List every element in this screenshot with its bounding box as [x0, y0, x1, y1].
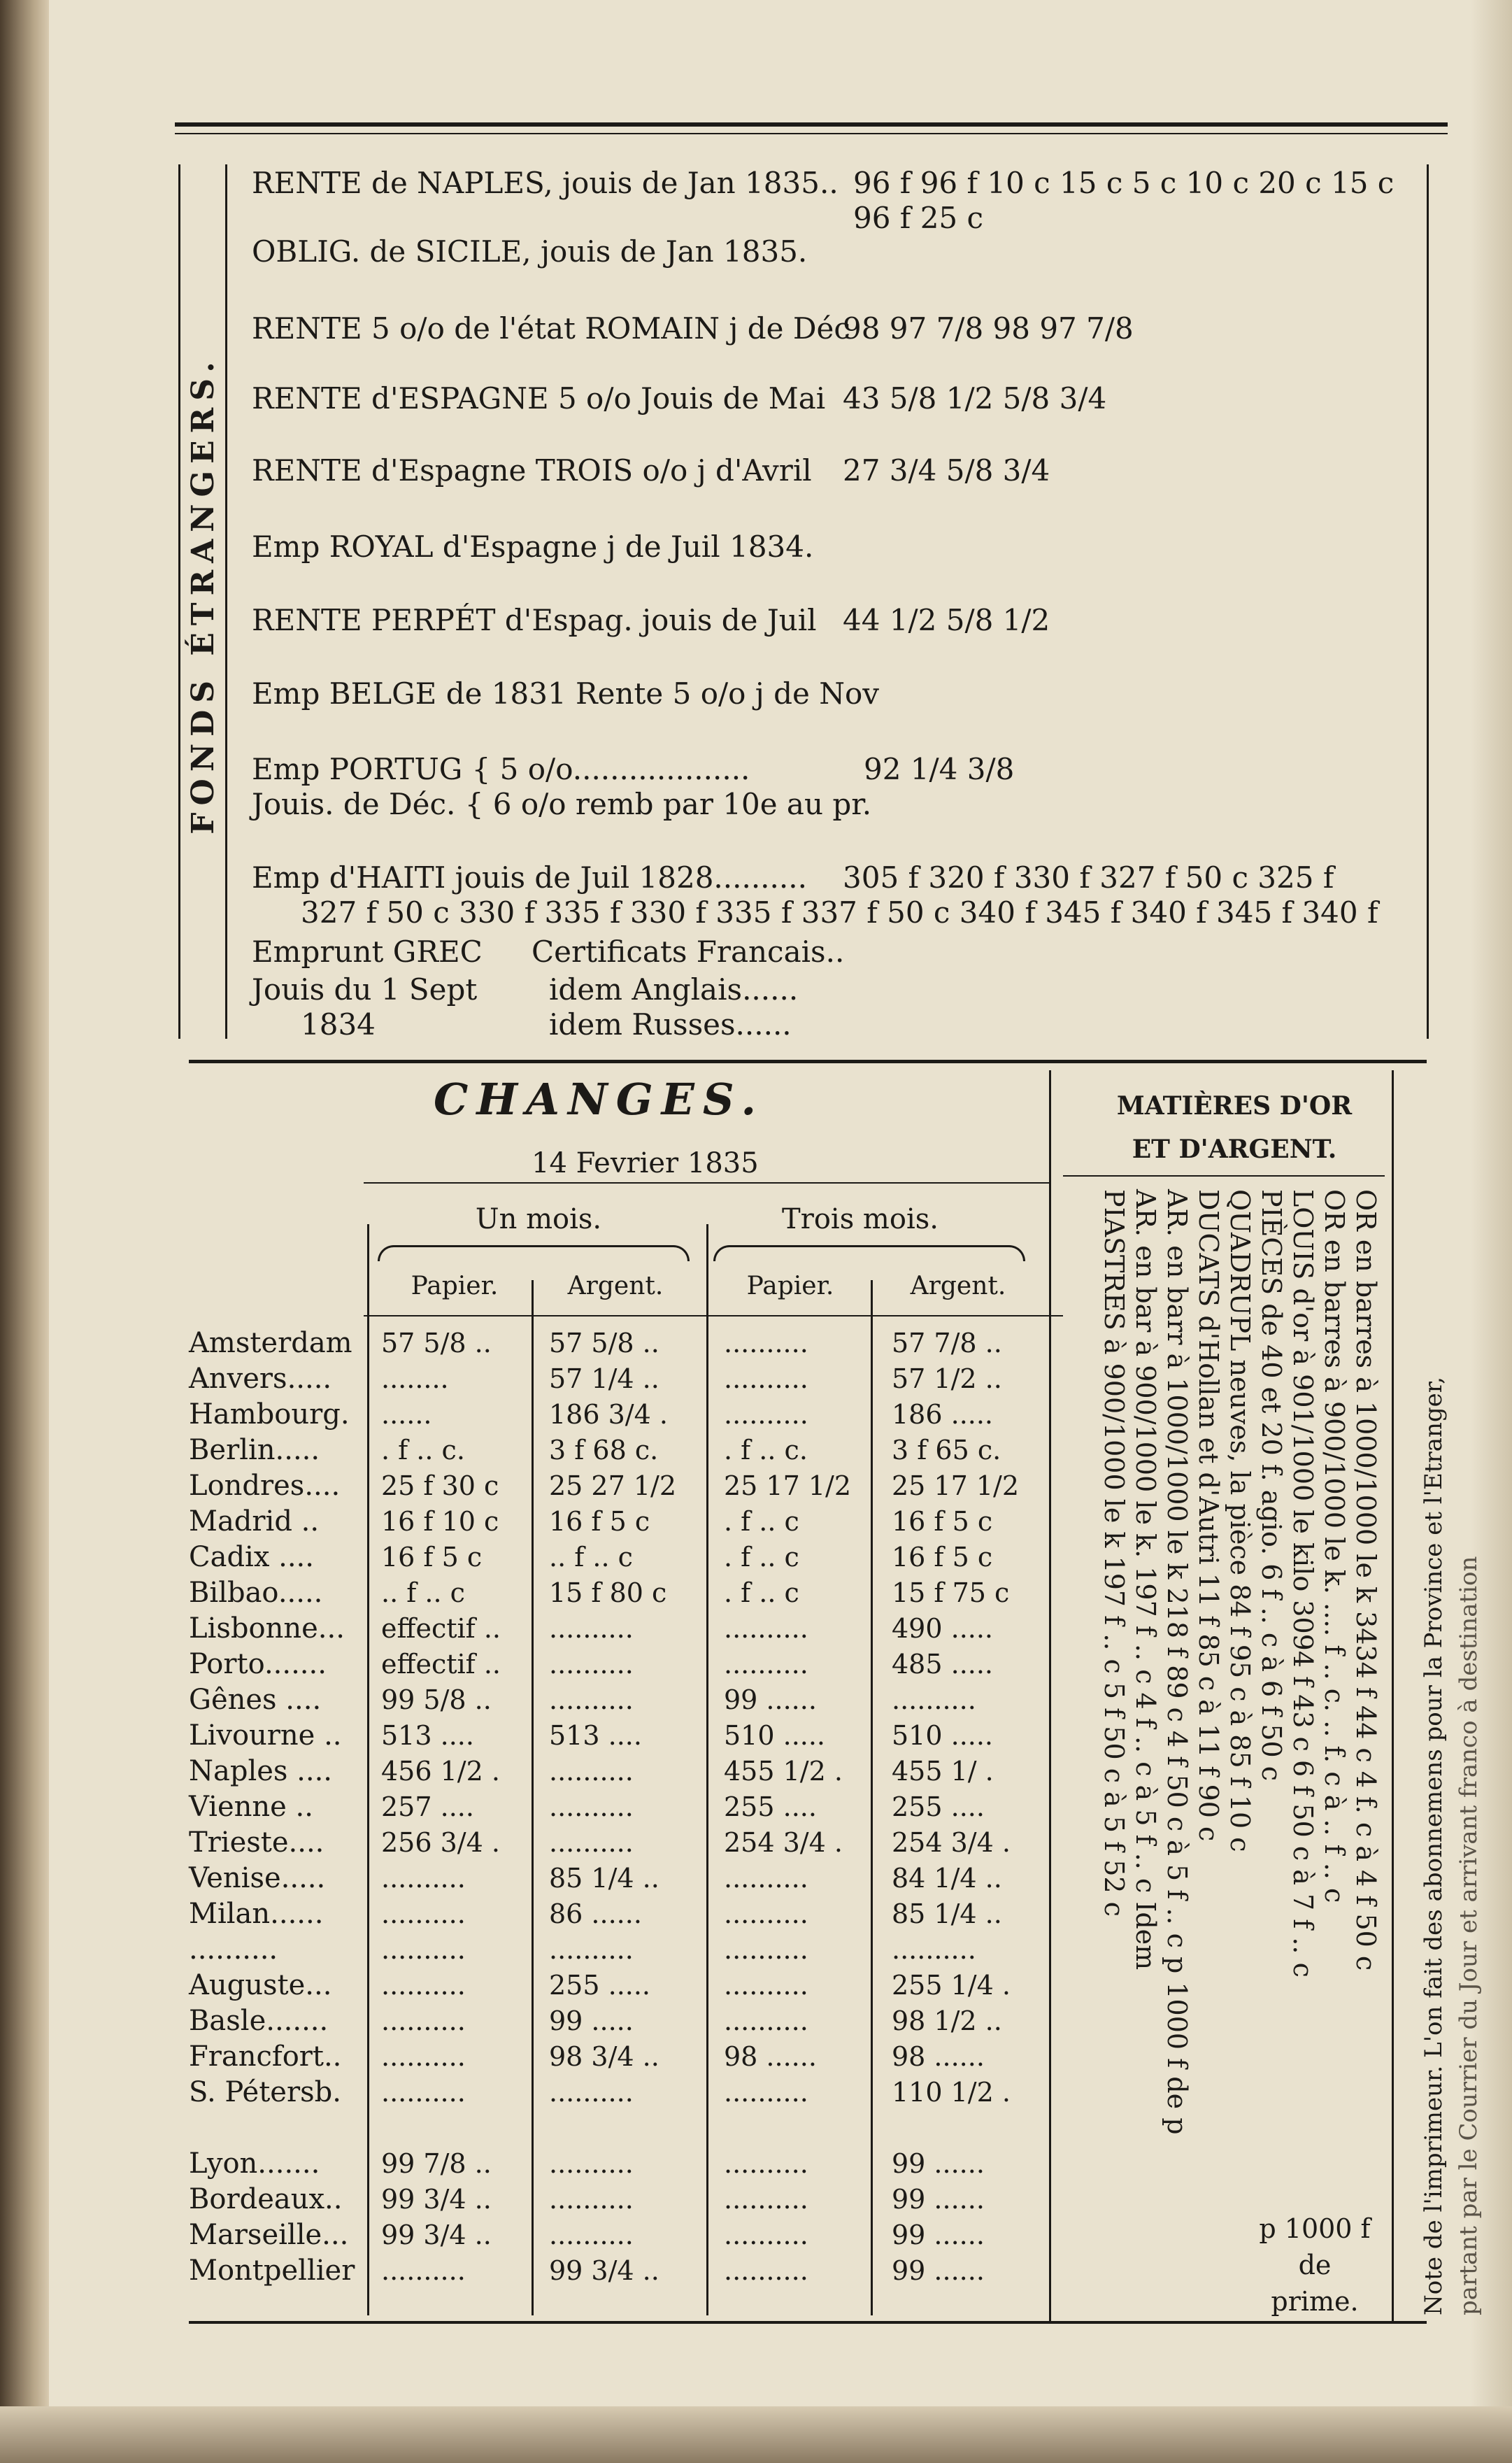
fonds-row-label: Jouis. de Déc. { 6 o/o remb par 10e au pr. [252, 787, 872, 821]
rate-cell: .......... [549, 1791, 634, 1822]
rate-cell: 57 1/2 .. [892, 1363, 1002, 1394]
rate-cell: 255 ..... [549, 1970, 651, 2001]
rate-cell: 99 7/8 .. [381, 2148, 492, 2179]
rate-cell: 99 3/4 .. [381, 2220, 492, 2250]
fonds-left-rule [178, 164, 180, 1039]
fonds-row [252, 166, 1395, 235]
city-name: Bordeaux.. [189, 2183, 343, 2215]
trois-mois-header: Trois mois. [782, 1203, 939, 1235]
fonds-row-label: Emprunt GREC [252, 935, 483, 969]
rate-cell: ........ [381, 1363, 449, 1394]
fonds-row [252, 752, 1015, 787]
fonds-row-label: Emp ROYAL d'Espagne j de Juil 1834. [252, 530, 814, 564]
fonds-row-values: 27 3/4 5/8 3/4 [843, 453, 1050, 488]
rate-cell: 16 f 5 c [892, 1542, 993, 1573]
matieres-line: PIASTRES à 900/1000 le k 197 f .. c 5 f 50 c à 5 f 52 c [1099, 1189, 1129, 1917]
rate-cell: 86 ...... [549, 1898, 642, 1929]
rate-cell: 254 3/4 . [724, 1827, 843, 1858]
fonds-row-values: 92 1/4 3/8 [864, 752, 1015, 786]
rate-cell: 99 ...... [892, 2184, 985, 2215]
city-name: Trieste.... [189, 1826, 324, 1859]
rate-cell: . f .. c [724, 1577, 799, 1608]
rate-cell: .. f .. c [549, 1542, 633, 1573]
fonds-row-values-2: 327 f 50 c 330 f 335 f 330 f 335 f 337 f 50 c 340 f 345 f 340 f 345 f 340 f [301, 895, 1378, 930]
rate-cell: 16 f 5 c [549, 1506, 650, 1537]
fonds-row [252, 860, 1378, 930]
rate-cell: 16 f 5 c [892, 1506, 993, 1537]
rate-cell: 25 27 1/2 [549, 1470, 677, 1501]
rate-cell: 16 f 10 c [381, 1506, 499, 1537]
imprint-note-line2: partant par le Courrier du Jour et arrivant franco à destination [1455, 1556, 1483, 2315]
rate-cell: 513 .... [381, 1720, 474, 1751]
un-mois-brace [378, 1245, 690, 1261]
rate-cell: 15 f 80 c [549, 1577, 667, 1608]
rate-cell: 85 1/4 .. [549, 1863, 659, 1894]
rate-cell: .......... [724, 1934, 808, 1965]
fonds-row-label: Emp d'HAITI jouis de Juil 1828.......... [252, 860, 807, 895]
rate-cell: .......... [381, 1863, 466, 1894]
fonds-row-label: RENTE de NAPLES, jouis de Jan 1835.. [252, 166, 839, 200]
rate-cell: .......... [892, 1684, 976, 1715]
rate-cell: .......... [549, 2220, 634, 2250]
rate-cell: 57 1/4 .. [549, 1363, 659, 1394]
rate-cell: 99 ...... [892, 2148, 985, 2179]
rate-cell: 186 ..... [892, 1399, 994, 1430]
rate-cell: 85 1/4 .. [892, 1898, 1002, 1929]
changes-header-rule [364, 1315, 1063, 1316]
matieres-line: OR en barres à 900/1000 le k. .... f .. c. .. f. c à .. f .. c [1319, 1189, 1350, 1903]
rate-cell [892, 2110, 1019, 2146]
rate-cell: . f .. c [724, 1542, 799, 1573]
city-name: Basle....... [189, 2005, 329, 2037]
rate-cell: 110 1/2 . [892, 2077, 1011, 2108]
city-name: Naples .... [189, 1755, 333, 1787]
col-divider [532, 1280, 534, 2315]
col-divider [871, 1280, 873, 2315]
city-name: Gênes .... [189, 1684, 322, 1716]
rate-cell: 99 3/4 .. [381, 2184, 492, 2215]
matieres-line: DUCATS d'Hollan et d'Autri 11 f 85 c à 11 f 90 c [1193, 1189, 1224, 1842]
trois-papier-header: Papier. [746, 1272, 834, 1300]
fonds-row [252, 381, 1107, 416]
rate-cell: .......... [724, 1863, 808, 1894]
rate-cell: .......... [549, 1613, 634, 1644]
rate-cell: 99 ..... [549, 2006, 634, 2036]
rate-cell: .......... [381, 1970, 466, 2001]
rate-cell: .......... [724, 1898, 808, 1929]
rate-cell: .......... [892, 1934, 976, 1965]
rate-cell: .......... [724, 1649, 808, 1680]
rate-cell: 254 3/4 . [892, 1827, 1011, 1858]
rate-cell: .......... [724, 1399, 808, 1430]
fonds-row-label: Emp BELGE de 1831 Rente 5 o/o j de Nov [252, 676, 880, 711]
fonds-row-label: OBLIG. de SICILE, jouis de Jan 1835. [252, 234, 808, 269]
changes-date: 14 Fevrier 1835 [532, 1147, 759, 1179]
city-name: Lisbonne... [189, 1612, 345, 1645]
fonds-row [252, 676, 879, 711]
rate-cell: 456 1/2 . [381, 1756, 500, 1787]
city-name: Londres.... [189, 1470, 341, 1502]
fonds-row-values: 305 f 320 f 330 f 327 f 50 c 325 f [843, 860, 1334, 895]
rate-cell: 99 ...... [724, 1684, 817, 1715]
rate-cell: .......... [724, 2255, 808, 2286]
rate-cell: .......... [381, 1934, 466, 1965]
matieres-line: OR en barres à 1000/1000 le k 3434 f 44 c 4 f. c à 4 f 50 c [1350, 1189, 1381, 1971]
fonds-row-label: RENTE PERPÉT d'Espag. jouis de Juil [252, 603, 817, 637]
rate-cell: effectif .. [381, 1649, 501, 1680]
rate-cell: .......... [549, 2184, 634, 2215]
col-divider [367, 1224, 369, 2315]
matieres-line: AR. en bar à 900/1000 le k. 197 f .. c 4 f .. c à 5 f .. c Idem [1130, 1189, 1161, 1971]
rate-cell: 510 ..... [892, 1720, 994, 1751]
rate-cell: .......... [549, 1649, 634, 1680]
fonds-row [252, 603, 1050, 638]
matieres-title [1091, 1084, 1378, 1171]
rate-cell: 455 1/ . [892, 1756, 994, 1787]
fonds-row-label: Emp PORTUG { 5 o/o................... [252, 752, 750, 786]
changes-date-rule [364, 1182, 1049, 1184]
city-name: Berlin..... [189, 1434, 320, 1466]
note-divider [1392, 1070, 1394, 2322]
un-papier-header: Papier. [411, 1272, 499, 1300]
fonds-row-values: 98 97 7/8 98 97 7/8 [843, 311, 1134, 346]
matieres-title-line2: ET D'ARGENT. [1132, 1135, 1337, 1164]
fonds-row [252, 311, 1134, 346]
rate-cell: .......... [549, 1756, 634, 1787]
trois-mois-argent-column [892, 1326, 1019, 2289]
rate-cell: . f .. c. [724, 1435, 808, 1465]
city-name: Lyon....... [189, 2148, 320, 2180]
rate-cell: 99 ...... [892, 2255, 985, 2286]
fonds-right-rule [1427, 164, 1429, 1039]
city-name: Hambourg. [189, 1398, 350, 1431]
city-name: Cadix .... [189, 1541, 314, 1573]
fonds-row-label: RENTE d'ESPAGNE 5 o/o Jouis de Mai [252, 381, 826, 416]
matieres-line: LOUIS d'or à 901/1000 le kilo 3094 f 43 c 6 f 50 c à 7 f .. c [1288, 1189, 1318, 1978]
rate-cell: 99 3/4 .. [549, 2255, 659, 2286]
un-mois-papier-column [381, 1326, 501, 2289]
rate-cell: 255 .... [892, 1791, 985, 1822]
matieres-rule [1063, 1175, 1385, 1177]
rate-cell: .......... [724, 1613, 808, 1644]
city-name: Francfort.. [189, 2040, 342, 2073]
rate-cell: .......... [724, 2148, 808, 2179]
fonds-row-label: RENTE d'Espagne TROIS o/o j d'Avril [252, 453, 812, 488]
changes-title: CHANGES. [434, 1074, 765, 1125]
city-name: Marseille... [189, 2219, 349, 2251]
rate-cell: 455 1/2 . [724, 1756, 843, 1787]
rate-cell [549, 2110, 676, 2146]
rate-cell: 98 3/4 .. [549, 2041, 659, 2072]
rate-cell: 257 .... [381, 1791, 474, 1822]
rate-cell: 98 ...... [724, 2041, 817, 2072]
rate-cell: 485 ..... [892, 1649, 994, 1680]
rate-cell: 513 .... [549, 1720, 642, 1751]
rate-cell: 3 f 65 c. [892, 1435, 1001, 1465]
rate-cell: .......... [381, 2255, 466, 2286]
un-mois-header: Un mois. [475, 1203, 602, 1235]
rate-cell: .......... [724, 2220, 808, 2250]
city-name: Milan...... [189, 1898, 324, 1930]
section-divider [189, 1060, 1427, 1063]
rate-cell: . f .. c [724, 1506, 799, 1537]
book-bottom-edge [0, 2406, 1512, 2463]
rate-cell: 490 ..... [892, 1613, 994, 1644]
rate-cell: effectif .. [381, 1613, 501, 1644]
city-name [189, 2110, 355, 2146]
rate-cell: 186 3/4 . [549, 1399, 668, 1430]
fonds-row [252, 453, 1050, 488]
rate-cell: .......... [549, 2077, 634, 2108]
rate-cell: 255 1/4 . [892, 1970, 1011, 2001]
fonds-row [252, 1007, 792, 1042]
matieres-line: AR. en barr à 1000/1000 le k 218 f 89 c 4 f 50 c à 5 f .. c p 1000 f de p [1162, 1189, 1192, 2135]
rate-cell: 84 1/4 .. [892, 1863, 1002, 1894]
bottom-rule [189, 2321, 1427, 2324]
rate-cell: 255 .... [724, 1791, 817, 1822]
city-name: Livourne .. [189, 1719, 342, 1752]
fonds-row-label: RENTE 5 o/o de l'état ROMAIN j de Déc [252, 311, 850, 346]
rate-cell: .......... [724, 1328, 808, 1358]
matieres-line: PIÈCES de 40 et 20 f. agio. 6 f .. c à 6 f 50 c [1256, 1189, 1287, 1782]
city-name: Auguste... [189, 1969, 332, 2001]
matieres-line: QUADRUPL neuves, la pièce 84 f 95 c à 85 f 10 c [1225, 1189, 1255, 1852]
fonds-row-values: 43 5/8 1/2 5/8 3/4 [843, 381, 1107, 416]
rate-cell: .......... [724, 1970, 808, 2001]
fonds-row-label: 1834 [301, 1007, 376, 1042]
fonds-row-values: idem Anglais...... [549, 972, 799, 1007]
fonds-row-values: 96 f 96 f 10 c 15 c 5 c 10 c 20 c 15 c [853, 166, 1395, 200]
city-name: .......... [189, 1933, 278, 1966]
rate-cell: 510 ..... [724, 1720, 826, 1751]
fonds-row [252, 935, 845, 970]
rate-cell [381, 2110, 501, 2146]
fonds-row-values: Certificats Francais.. [532, 935, 845, 969]
city-name: Madrid .. [189, 1505, 320, 1538]
rate-cell [724, 2110, 851, 2146]
rate-cell: 57 5/8 .. [381, 1328, 492, 1358]
fonds-row-values: 44 1/2 5/8 1/2 [843, 603, 1050, 637]
fonds-row-values-2: 96 f 25 c [853, 201, 984, 235]
rate-cell: 15 f 75 c [892, 1577, 1010, 1608]
rate-cell: 98 ...... [892, 2041, 985, 2072]
un-argent-header: Argent. [567, 1272, 664, 1300]
col-divider [1049, 1070, 1051, 2322]
city-name: Venise..... [189, 1862, 326, 1894]
fonds-etrangers-label: FONDS ÉTRANGERS. [185, 355, 221, 835]
book-binding-edge [0, 0, 49, 2463]
rate-cell: 57 5/8 .. [549, 1328, 659, 1358]
fonds-row-values: idem Russes...... [549, 1007, 792, 1042]
rate-cell: .......... [724, 2006, 808, 2036]
fonds-row [252, 972, 799, 1007]
city-name: Montpellier [189, 2255, 355, 2287]
rate-cell: 256 3/4 . [381, 1827, 500, 1858]
fonds-row [252, 530, 813, 565]
rate-cell: .......... [549, 1684, 634, 1715]
rate-cell: .......... [381, 1898, 466, 1929]
trois-argent-header: Argent. [910, 1272, 1006, 1300]
rate-cell: .......... [549, 1934, 634, 1965]
city-name: Porto....... [189, 1648, 327, 1680]
rate-cell: 3 f 68 c. [549, 1435, 659, 1465]
city-name: Bilbao..... [189, 1577, 323, 1609]
rate-cell: 99 5/8 .. [381, 1684, 492, 1715]
prime-note: p 1000 f de prime. [1259, 2213, 1371, 2317]
fonds-row [252, 787, 871, 822]
city-name: Amsterdam [189, 1327, 352, 1359]
top-rule [175, 122, 1448, 127]
city-column [189, 1326, 355, 2289]
rate-cell: .......... [724, 2077, 808, 2108]
trois-mois-papier-column [724, 1326, 851, 2289]
rate-cell: .......... [724, 2184, 808, 2215]
rate-cell: . f .. c. [381, 1435, 465, 1465]
rate-cell: 99 ...... [892, 2220, 985, 2250]
imprint-note-line1: Note de l'imprimeur. L'on fait des abonnemens pour la Province et l'Etranger, [1420, 1376, 1448, 2315]
rate-cell: .......... [381, 2041, 466, 2072]
trois-mois-brace [713, 1245, 1025, 1261]
fonds-side-rule [225, 164, 227, 1039]
top-rule-thin [175, 133, 1448, 134]
rate-cell: 98 1/2 .. [892, 2006, 1002, 2036]
un-mois-argent-column [549, 1326, 676, 2289]
rate-cell: .......... [549, 1827, 634, 1858]
rate-cell: 25 17 1/2 [724, 1470, 852, 1501]
rate-cell: .......... [381, 2077, 466, 2108]
rate-cell: .. f .. c [381, 1577, 465, 1608]
rate-cell: .......... [549, 2148, 634, 2179]
city-name: S. Pétersb. [189, 2076, 341, 2108]
rate-cell: 25 17 1/2 [892, 1470, 1020, 1501]
matieres-title-line1: MATIÈRES D'OR [1116, 1091, 1353, 1121]
city-name: Vienne .. [189, 1791, 313, 1823]
rate-cell: 25 f 30 c [381, 1470, 499, 1501]
rate-cell: .......... [381, 2006, 466, 2036]
col-divider [706, 1224, 708, 2315]
rate-cell: 57 7/8 .. [892, 1328, 1002, 1358]
rate-cell: ...... [381, 1399, 432, 1430]
fonds-row-label: Jouis du 1 Sept [252, 972, 478, 1007]
fonds-row [252, 234, 807, 269]
rate-cell: .......... [724, 1363, 808, 1394]
rate-cell: 16 f 5 c [381, 1542, 483, 1573]
city-name: Anvers..... [189, 1363, 332, 1395]
